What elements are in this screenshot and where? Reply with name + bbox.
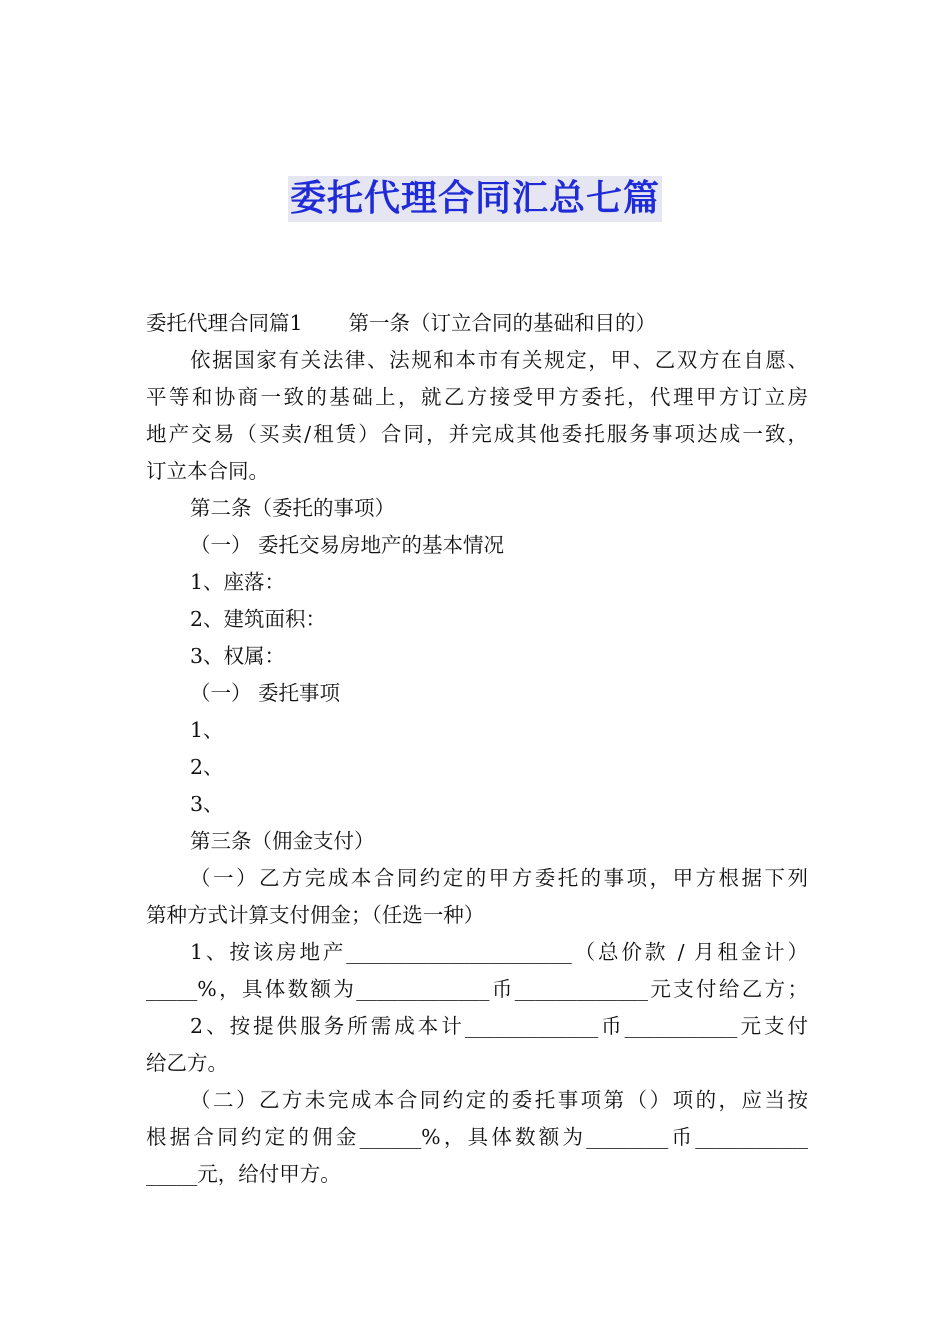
section-heading: 委托代理合同篇1 — [146, 311, 303, 335]
text-line: （一） 委托事项 — [190, 681, 341, 705]
text-line: 订立本合同。 — [146, 459, 269, 483]
document-body — [146, 305, 808, 1193]
text-line: 依据国家有关法律、法规和本市有关规定，甲、乙双方在自愿、 — [190, 348, 808, 372]
text-line: （一） 委托交易房地产的基本情况 — [190, 533, 505, 557]
text-line: 3、权属： — [190, 644, 286, 668]
document-title: 委托代理合同汇总七篇 — [288, 176, 662, 222]
text-line: 1、按该房地产______________________（总价款 / 月租金计） — [190, 940, 808, 964]
article-heading: 第二条（委托的事项） — [190, 496, 395, 520]
text-line — [146, 305, 808, 342]
article-heading: 第三条（佣金支付） — [190, 829, 375, 853]
title-wrap — [0, 176, 950, 222]
text-line: 根据合同约定的佣金______%，具体数额为________币___________ — [146, 1125, 808, 1149]
text-line: _____元，给付甲方。 — [146, 1162, 341, 1186]
text-line: 第种方式计算支付佣金；（任选一种） — [146, 903, 485, 927]
text-line: 平等和协商一致的基础上，就乙方接受甲方委托，代理甲方订立房 — [146, 385, 808, 409]
text-line: （二）乙方未完成本合同约定的委托事项第（）项的，应当按 — [190, 1088, 808, 1112]
text-line: 2、 — [190, 755, 224, 779]
text-line: 1、座落： — [190, 570, 286, 594]
article-heading: 第一条（订立合同的基础和目的） — [348, 311, 657, 335]
text-line: 2、建筑面积： — [190, 607, 327, 631]
text-line: 给乙方。 — [146, 1051, 228, 1075]
text-line: _____%，具体数额为_____________币_____________元支付给乙方； — [146, 977, 808, 1001]
text-line: 1、 — [190, 718, 224, 742]
text-line: 2、按提供服务所需成本计_____________币___________元支付 — [190, 1014, 808, 1038]
text-line: （一）乙方完成本合同约定的甲方委托的事项，甲方根据下列 — [190, 866, 808, 890]
text-line: 地产交易（买卖/租赁）合同，并完成其他委托服务事项达成一致， — [146, 422, 808, 446]
text-line: 3、 — [190, 792, 224, 816]
